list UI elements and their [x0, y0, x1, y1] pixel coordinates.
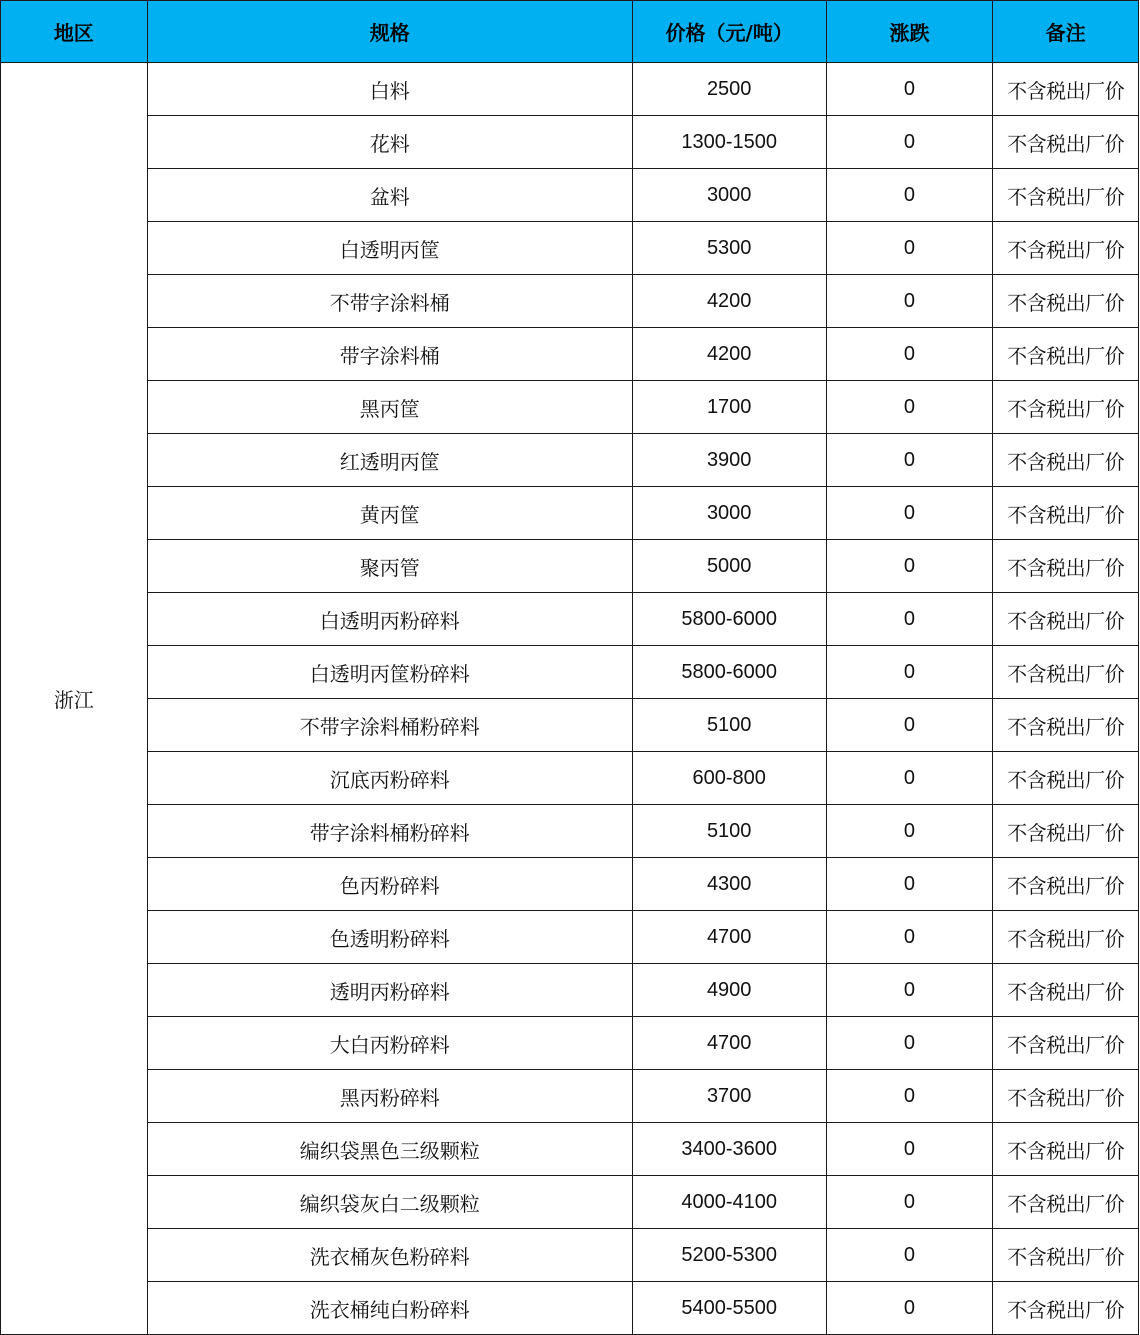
spec-cell: 花料: [147, 116, 632, 169]
change-cell: 0: [826, 540, 993, 593]
change-cell: 0: [826, 434, 993, 487]
spec-cell: 白透明丙筐粉碎料: [147, 646, 632, 699]
spec-cell: 红透明丙筐: [147, 434, 632, 487]
change-cell: 0: [826, 805, 993, 858]
price-cell: 4700: [632, 911, 826, 964]
note-cell: 不含税出厂价: [993, 116, 1139, 169]
change-cell: 0: [826, 964, 993, 1017]
table-body: [1, 63, 1139, 1335]
table-row: [1, 169, 1139, 222]
price-cell: 3900: [632, 434, 826, 487]
header-region: 地区: [1, 1, 148, 63]
table-header: [1, 1, 1139, 63]
price-cell: 5100: [632, 699, 826, 752]
price-cell: 4200: [632, 275, 826, 328]
note-cell: 不含税出厂价: [993, 434, 1139, 487]
price-cell: 4900: [632, 964, 826, 1017]
price-cell: 5300: [632, 222, 826, 275]
table-row: [1, 752, 1139, 805]
table-row: [1, 1017, 1139, 1070]
table-row: [1, 858, 1139, 911]
spec-cell: 黑丙筐: [147, 381, 632, 434]
spec-cell: 色透明粉碎料: [147, 911, 632, 964]
table-row: [1, 381, 1139, 434]
change-cell: 0: [826, 1282, 993, 1335]
spec-cell: 色丙粉碎料: [147, 858, 632, 911]
change-cell: 0: [826, 593, 993, 646]
price-cell: 2500: [632, 63, 826, 116]
header-change: 涨跌: [826, 1, 993, 63]
table-row: [1, 63, 1139, 116]
table-row: [1, 1123, 1139, 1176]
price-cell: 1700: [632, 381, 826, 434]
change-cell: 0: [826, 1229, 993, 1282]
note-cell: 不含税出厂价: [993, 1017, 1139, 1070]
spec-cell: 黄丙筐: [147, 487, 632, 540]
spec-cell: 大白丙粉碎料: [147, 1017, 632, 1070]
table-row: [1, 116, 1139, 169]
table-row: [1, 328, 1139, 381]
note-cell: 不含税出厂价: [993, 858, 1139, 911]
spec-cell: 带字涂料桶: [147, 328, 632, 381]
note-cell: 不含税出厂价: [993, 699, 1139, 752]
note-cell: 不含税出厂价: [993, 63, 1139, 116]
change-cell: 0: [826, 752, 993, 805]
change-cell: 0: [826, 116, 993, 169]
price-cell: 3700: [632, 1070, 826, 1123]
spec-cell: 盆料: [147, 169, 632, 222]
table-row: [1, 487, 1139, 540]
price-cell: 5400-5500: [632, 1282, 826, 1335]
spec-cell: 白透明丙筐: [147, 222, 632, 275]
note-cell: 不含税出厂价: [993, 169, 1139, 222]
change-cell: 0: [826, 1176, 993, 1229]
price-cell: 4200: [632, 328, 826, 381]
note-cell: 不含税出厂价: [993, 275, 1139, 328]
note-cell: 不含税出厂价: [993, 593, 1139, 646]
change-cell: 0: [826, 275, 993, 328]
change-cell: 0: [826, 381, 993, 434]
spec-cell: 洗衣桶纯白粉碎料: [147, 1282, 632, 1335]
table-row: [1, 1070, 1139, 1123]
change-cell: 0: [826, 222, 993, 275]
change-cell: 0: [826, 858, 993, 911]
price-cell: 3400-3600: [632, 1123, 826, 1176]
change-cell: 0: [826, 911, 993, 964]
price-cell: 600-800: [632, 752, 826, 805]
change-cell: 0: [826, 646, 993, 699]
spec-cell: 聚丙管: [147, 540, 632, 593]
note-cell: 不含税出厂价: [993, 328, 1139, 381]
spec-cell: 带字涂料桶粉碎料: [147, 805, 632, 858]
price-cell: 3000: [632, 169, 826, 222]
note-cell: 不含税出厂价: [993, 646, 1139, 699]
note-cell: 不含税出厂价: [993, 964, 1139, 1017]
change-cell: 0: [826, 328, 993, 381]
header-row: [1, 1, 1139, 63]
change-cell: 0: [826, 699, 993, 752]
spec-cell: 洗衣桶灰色粉碎料: [147, 1229, 632, 1282]
spec-cell: 白料: [147, 63, 632, 116]
price-cell: 4300: [632, 858, 826, 911]
price-cell: 5800-6000: [632, 593, 826, 646]
header-spec: 规格: [147, 1, 632, 63]
spec-cell: 沉底丙粉碎料: [147, 752, 632, 805]
change-cell: 0: [826, 487, 993, 540]
table-row: [1, 1176, 1139, 1229]
note-cell: 不含税出厂价: [993, 1229, 1139, 1282]
note-cell: 不含税出厂价: [993, 540, 1139, 593]
note-cell: 不含税出厂价: [993, 1123, 1139, 1176]
spec-cell: 不带字涂料桶: [147, 275, 632, 328]
table-row: [1, 275, 1139, 328]
spec-cell: 编织袋黑色三级颗粒: [147, 1123, 632, 1176]
note-cell: 不含税出厂价: [993, 1070, 1139, 1123]
price-cell: 5000: [632, 540, 826, 593]
spec-cell: 白透明丙粉碎料: [147, 593, 632, 646]
price-cell: 5100: [632, 805, 826, 858]
header-price: 价格（元/吨）: [632, 1, 826, 63]
price-cell: 5800-6000: [632, 646, 826, 699]
note-cell: 不含税出厂价: [993, 1282, 1139, 1335]
table-row: [1, 222, 1139, 275]
change-cell: 0: [826, 63, 993, 116]
region-cell: 浙江: [1, 63, 148, 1335]
price-cell: 4000-4100: [632, 1176, 826, 1229]
change-cell: 0: [826, 1070, 993, 1123]
note-cell: 不含税出厂价: [993, 805, 1139, 858]
spec-cell: 编织袋灰白二级颗粒: [147, 1176, 632, 1229]
price-cell: 5200-5300: [632, 1229, 826, 1282]
table-row: [1, 805, 1139, 858]
spec-cell: 透明丙粉碎料: [147, 964, 632, 1017]
spec-cell: 不带字涂料桶粉碎料: [147, 699, 632, 752]
note-cell: 不含税出厂价: [993, 911, 1139, 964]
note-cell: 不含税出厂价: [993, 222, 1139, 275]
price-cell: 3000: [632, 487, 826, 540]
table-row: [1, 964, 1139, 1017]
price-cell: 1300-1500: [632, 116, 826, 169]
note-cell: 不含税出厂价: [993, 487, 1139, 540]
table-row: [1, 646, 1139, 699]
header-note: 备注: [993, 1, 1139, 63]
price-cell: 4700: [632, 1017, 826, 1070]
table-row: [1, 1282, 1139, 1335]
note-cell: 不含税出厂价: [993, 752, 1139, 805]
table-row: [1, 1229, 1139, 1282]
change-cell: 0: [826, 1123, 993, 1176]
change-cell: 0: [826, 169, 993, 222]
spec-cell: 黑丙粉碎料: [147, 1070, 632, 1123]
table-row: [1, 699, 1139, 752]
note-cell: 不含税出厂价: [993, 381, 1139, 434]
note-cell: 不含税出厂价: [993, 1176, 1139, 1229]
table-row: [1, 593, 1139, 646]
table-row: [1, 540, 1139, 593]
table-row: [1, 434, 1139, 487]
change-cell: 0: [826, 1017, 993, 1070]
table-row: [1, 911, 1139, 964]
